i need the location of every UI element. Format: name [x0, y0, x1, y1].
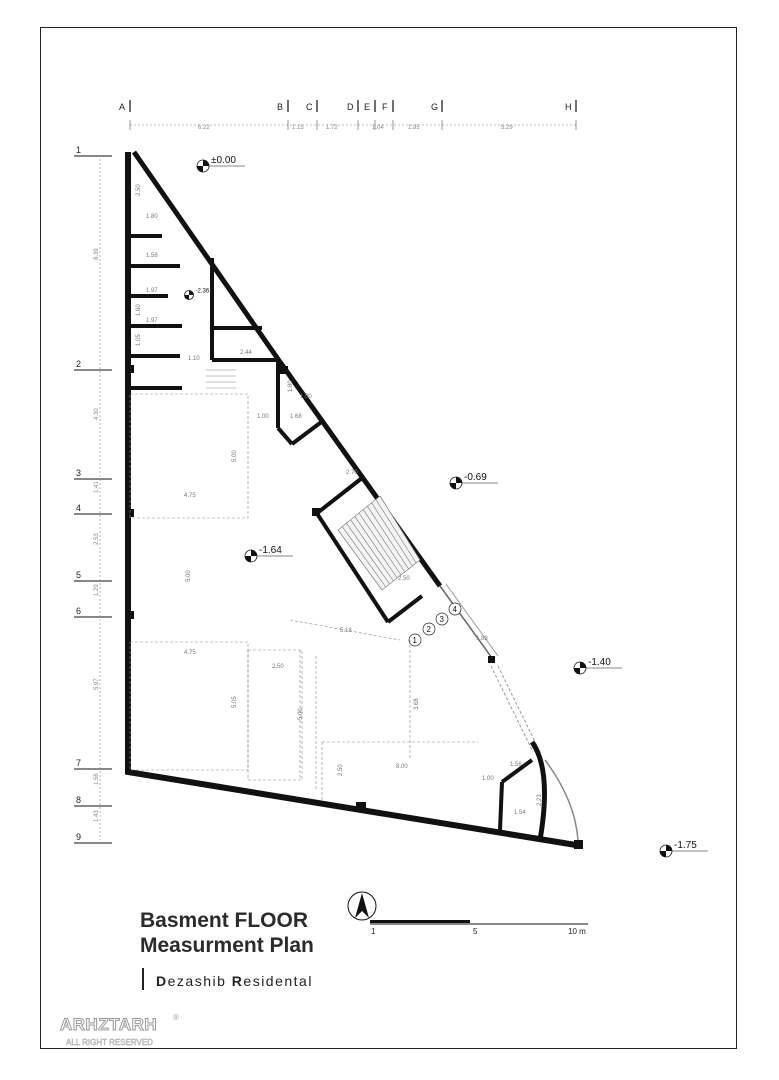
dimension-d11: 5.00 — [232, 450, 238, 462]
column-label-B: B — [277, 102, 284, 112]
column-label-C: C — [306, 102, 313, 112]
scale-label: 1 — [371, 927, 376, 936]
row-spacing-label: 8.39 — [94, 248, 100, 260]
project-name — [156, 973, 313, 989]
dimension-d24: 2.23 — [537, 794, 543, 806]
dimension-d18: 3.68 — [414, 698, 420, 710]
level-fill-q1 — [580, 662, 586, 668]
plan-title: Basment FLOOR — [140, 909, 309, 932]
level-marker-corner — [660, 840, 708, 857]
level-fill-q1 — [456, 477, 462, 483]
scale-label: 5 — [473, 927, 478, 936]
dimension-d19: 8.00 — [396, 764, 408, 770]
dimension-d22: 1.56 — [510, 762, 522, 768]
logo-wordmark: ARHZTARH — [60, 1015, 158, 1034]
project-divider — [142, 968, 144, 990]
dimension-d9: 2.44 — [240, 350, 252, 356]
stair-step-number: 1 — [412, 636, 417, 645]
row-spacing-label: 1.43 — [94, 810, 100, 822]
row-spacing-label: 5.97 — [94, 678, 100, 690]
column-label-E: E — [364, 102, 371, 112]
level-marker-south_east — [574, 657, 622, 674]
project-initial-1: D — [156, 973, 168, 989]
plan-subtitle: Measurment Plan — [140, 934, 314, 957]
level-fill-q3 — [450, 483, 456, 489]
dimension-d1: 2.50 — [136, 184, 142, 196]
logo-tagline: ALL RIGHT RESERVED — [66, 1038, 153, 1047]
level-fill-q1 — [189, 291, 194, 296]
row-label-5: 5 — [76, 570, 82, 580]
row-spacing-label: 1.41 — [94, 481, 100, 493]
level-value: ±0.00 — [211, 155, 236, 166]
level-value: -0.69 — [464, 472, 487, 483]
dimension-d23: 1.54 — [514, 810, 526, 816]
level-fill-q3 — [660, 851, 666, 857]
dimension-d31: 1.83 — [476, 636, 488, 642]
dimension-d30: 2.50 — [398, 576, 410, 582]
level-value: -2.36 — [195, 288, 210, 295]
dimension-d12: 4.75 — [184, 493, 196, 499]
row-spacing-label: 1.29 — [94, 584, 100, 596]
dimension-d29: 2.70 — [346, 470, 358, 476]
dimension-d27: 1.00 — [300, 394, 312, 400]
column-label-F: F — [382, 102, 388, 112]
column-spacing-label: 6.22 — [198, 125, 210, 131]
dimension-guides — [130, 394, 478, 800]
level-fill-q1 — [666, 845, 672, 851]
interior-walls — [128, 236, 532, 830]
row-label-9: 9 — [76, 832, 82, 842]
dimension-d5: 1.60 — [136, 304, 142, 316]
row-spacing-label: 4.30 — [94, 408, 100, 420]
level-value: -1.75 — [674, 840, 697, 851]
dimension-d16: 5.05 — [232, 696, 238, 708]
column-spacing-label: 5.29 — [501, 125, 513, 131]
column-label-G: G — [431, 102, 439, 112]
level-markers — [185, 155, 709, 857]
row-spacing-label: 2.53 — [94, 533, 100, 545]
row-grid — [74, 145, 112, 843]
column-grid — [119, 100, 578, 131]
column-posts — [126, 365, 583, 849]
dimension-d21: 1.00 — [482, 776, 494, 782]
dimension-d2: 1.80 — [146, 214, 158, 220]
dimension-d8: 1.10 — [188, 356, 200, 362]
dimension-d10: 1.00 — [257, 414, 269, 420]
column-spacing-label: 1.04 — [372, 125, 384, 131]
level-fill-q1 — [251, 550, 257, 556]
level-marker-inner — [245, 545, 293, 562]
column-spacing-label: 1.15 — [292, 125, 304, 131]
row-label-8: 8 — [76, 795, 82, 805]
level-value: -1.64 — [259, 545, 282, 556]
row-label-4: 4 — [76, 503, 82, 513]
dimension-d7: 1.05 — [136, 334, 142, 346]
column-spacing-label: 1.72 — [326, 125, 338, 131]
north-arrow-icon — [348, 892, 376, 920]
dimension-d13: 5.00 — [186, 570, 192, 582]
level-marker-east — [450, 472, 498, 489]
row-spacing-label: 1.56 — [94, 773, 100, 785]
row-label-1: 1 — [76, 145, 82, 155]
level-marker-ground — [197, 155, 245, 172]
dimension-d15: 2.50 — [272, 664, 284, 670]
dimension-d17: 5.00 — [298, 708, 304, 720]
stair-step-number: 2 — [426, 625, 431, 634]
dimension-d3: 1.58 — [146, 253, 158, 259]
stair-step-number: 3 — [439, 615, 444, 624]
row-label-3: 3 — [76, 468, 82, 478]
column-spacing-label: 1.95 — [408, 125, 420, 131]
project-initial-2: R — [231, 973, 244, 989]
scale-label: 10 m — [568, 927, 586, 936]
dimension-d26: 1.80 — [288, 380, 294, 392]
dimension-d25: 5.18 — [340, 628, 352, 634]
row-label-7: 7 — [76, 758, 82, 768]
level-fill-q3 — [185, 295, 190, 300]
project-word-2: esidental — [243, 973, 313, 989]
dimension-d4: 1.97 — [146, 288, 158, 294]
column-label-A: A — [119, 102, 126, 112]
scale-bar — [370, 920, 588, 936]
registered-mark-icon: ® — [173, 1013, 179, 1022]
row-label-6: 6 — [76, 606, 82, 616]
level-fill-q3 — [574, 668, 580, 674]
dimension-d14: 4.75 — [184, 650, 196, 656]
level-marker-small_room — [185, 288, 210, 299]
level-value: -1.40 — [588, 657, 611, 668]
dimension-d20: 2.50 — [338, 764, 344, 776]
small-stair — [206, 370, 236, 388]
project-word-1: ezashib — [167, 973, 227, 989]
level-fill-q1 — [203, 160, 209, 166]
dimension-labels — [136, 184, 543, 816]
dimension-d28: 1.68 — [290, 414, 302, 420]
level-fill-q3 — [197, 166, 203, 172]
level-fill-q3 — [245, 556, 251, 562]
stair-step-number: 4 — [452, 605, 457, 614]
dimension-d6: 1.97 — [146, 318, 158, 324]
column-label-H: H — [565, 102, 572, 112]
row-label-2: 2 — [76, 359, 82, 369]
column-label-D: D — [347, 102, 354, 112]
